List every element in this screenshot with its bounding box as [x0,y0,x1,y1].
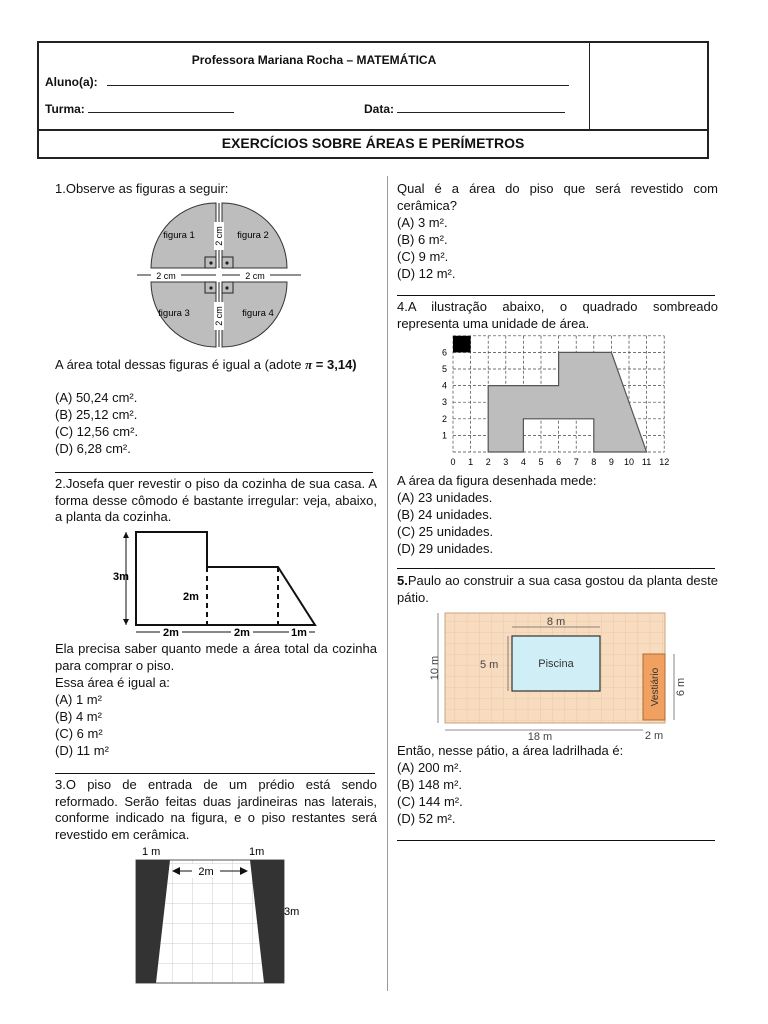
q3-option-d[interactable]: (D) 12 m². [397,266,456,281]
top-label: 2m [198,866,214,878]
q5-number: 5. [397,573,408,588]
q5-stem-text: Paulo ao construir a sua casa gostou da planta deste pátio. [397,573,718,605]
q5-option-d[interactable]: (D) 52 m². [397,811,456,826]
q5-stem [397,573,718,606]
x-tick-label: 6 [556,457,562,467]
column-divider [387,176,388,991]
q1-option-b[interactable]: (B) 25,12 cm². [55,407,138,422]
x-tick-label: 5 [538,457,544,467]
q4-question: A área da figura desenhada mede: [397,473,597,488]
shaded-figure [488,352,646,452]
x-tick-label: 4 [520,457,526,467]
class-label: Turma: [45,102,85,116]
q1-option-a[interactable]: (A) 50,24 cm². [55,390,138,405]
y-tick-label: 2 [441,413,447,424]
q4-grid-figure [440,332,675,472]
q3-option-b[interactable]: (B) 6 m². [397,232,448,247]
pool-height-label: 5 m [480,659,499,671]
q4-option-d[interactable]: (D) 29 unidades. [397,541,494,556]
left-label: 1 m [142,846,161,858]
x-tick-label: 11 [641,457,652,467]
bottom-label-3: 1m [291,627,307,639]
class-line [88,101,234,113]
q2-option-a[interactable]: (A) 1 m² [55,692,102,707]
separator-line [55,773,375,774]
q2-question: Essa área é igual a: [55,675,170,690]
q1-pi-value: = 3,14) [315,357,357,372]
locker-label: Vestiário [650,667,661,707]
date-label: Data: [364,102,395,116]
y-tick-label: 3 [441,397,447,408]
q2-kitchen-figure [110,528,325,640]
q1-stem [55,357,377,374]
page-subtitle: EXERCÍCIOS SOBRE ÁREAS E PERÍMETROS [221,135,525,151]
x-tick-label: 8 [591,457,597,467]
date-line [397,101,565,113]
pool-width-label: 8 m [546,616,566,628]
student-name-line [107,74,569,86]
q2-option-d[interactable]: (D) 11 m² [55,743,109,758]
header-box [37,41,709,159]
grade-box-divider [589,43,590,129]
separator-line [397,568,715,569]
q2-option-b[interactable]: (B) 4 m² [55,709,102,724]
q1-option-d[interactable]: (D) 6,28 cm². [55,441,131,456]
total-height-label: 10 m [429,655,441,681]
x-tick-labels [450,457,669,467]
q5-question: Então, nesse pátio, a área ladrilhada é: [397,743,624,758]
separator-line [397,840,715,841]
measure-bottom: 2 cm [214,306,224,326]
student-name-row [45,74,569,89]
class-row [45,101,234,116]
q3-question: Qual é a área do piso que será revestido com cerâmica? [397,181,718,213]
q3-option-c[interactable]: (C) 9 m². [397,249,449,264]
measure-right: 2 cm [245,271,265,281]
q1-option-c[interactable]: (C) 12,56 cm². [55,424,139,439]
height-label: 3m [284,906,300,918]
kitchen-outline [136,532,315,625]
x-tick-label: 9 [608,457,614,467]
x-tick-label: 7 [573,457,579,467]
x-tick-label: 0 [450,457,456,467]
student-label: Aluno(a): [45,75,98,89]
date-row [364,101,565,116]
q5-option-b[interactable]: (B) 148 m². [397,777,463,792]
q3-floor-figure [132,843,312,988]
q4-stem: 4.A ilustração abaixo, o quadrado sombreado representa uma unidade de área. [397,299,718,331]
locker-width-label: 2 m [644,730,664,742]
total-width-label: 18 m [527,731,553,742]
bottom-label-1: 2m [163,627,179,639]
y-tick-label: 6 [441,347,447,358]
y-tick-label: 1 [441,430,447,441]
right-label: 1m [249,846,265,858]
y-tick-labels [442,347,447,440]
mid-height-label: 2m [183,591,199,603]
measure-top: 2 cm [214,226,224,246]
y-tick-label: 5 [441,364,447,374]
q5-option-a[interactable]: (A) 200 m². [397,760,463,775]
x-tick-label: 10 [623,457,635,467]
q5-option-c[interactable]: (C) 144 m². [397,794,463,809]
measure-left: 2 cm [156,271,176,281]
separator-line [55,472,373,473]
pi-symbol: π [305,357,313,372]
figure-3-label: figura 3 [158,308,190,319]
q1-prompt: 1.Observe as figuras a seguir: [55,181,229,196]
x-tick-label: 2 [485,457,491,467]
figure-1-label: figura 1 [163,230,195,241]
figure-2-label: figura 2 [237,230,269,241]
q3-stem: 3.O piso de entrada de um prédio está sendo reformado. Serão feitas duas jardineiras nas laterais, conforme indicado na figura, e o piso restantes será revestido em cerâmica. [55,777,377,842]
header-title: Professora Mariana Rocha – MATEMÁTICA [191,53,437,67]
q1-figure [134,200,304,350]
q1-stem-text: A área total dessas figuras é igual a (adote [55,357,302,372]
q5-patio-figure [418,610,690,742]
bottom-label-2: 2m [234,627,250,639]
unit-square [453,336,471,353]
q4-option-a[interactable]: (A) 23 unidades. [397,490,493,505]
q2-option-c[interactable]: (C) 6 m² [55,726,103,741]
header-divider [39,129,707,131]
q4-option-b[interactable]: (B) 24 unidades. [397,507,493,522]
q4-option-c[interactable]: (C) 25 unidades. [397,524,494,539]
y-tick-label: 4 [441,380,447,391]
figure-4-label: figura 4 [242,308,274,319]
q3-option-a[interactable]: (A) 3 m². [397,215,448,230]
height-label: 3m [113,571,129,583]
x-tick-label: 1 [468,457,474,467]
q2-stem: 2.Josefa quer revestir o piso da cozinha de sua casa. A forma desse cômodo é bastante irregular: veja, abaixo, a planta da cozinha. [55,476,377,524]
pool-label: Piscina [538,658,574,670]
x-tick-label: 12 [659,457,670,467]
separator-line [397,295,715,296]
x-tick-label: 3 [503,457,509,467]
q2-after: Ela precisa saber quanto mede a área total da cozinha para comprar o piso. [55,641,377,673]
locker-height-label: 6 m [675,677,687,697]
